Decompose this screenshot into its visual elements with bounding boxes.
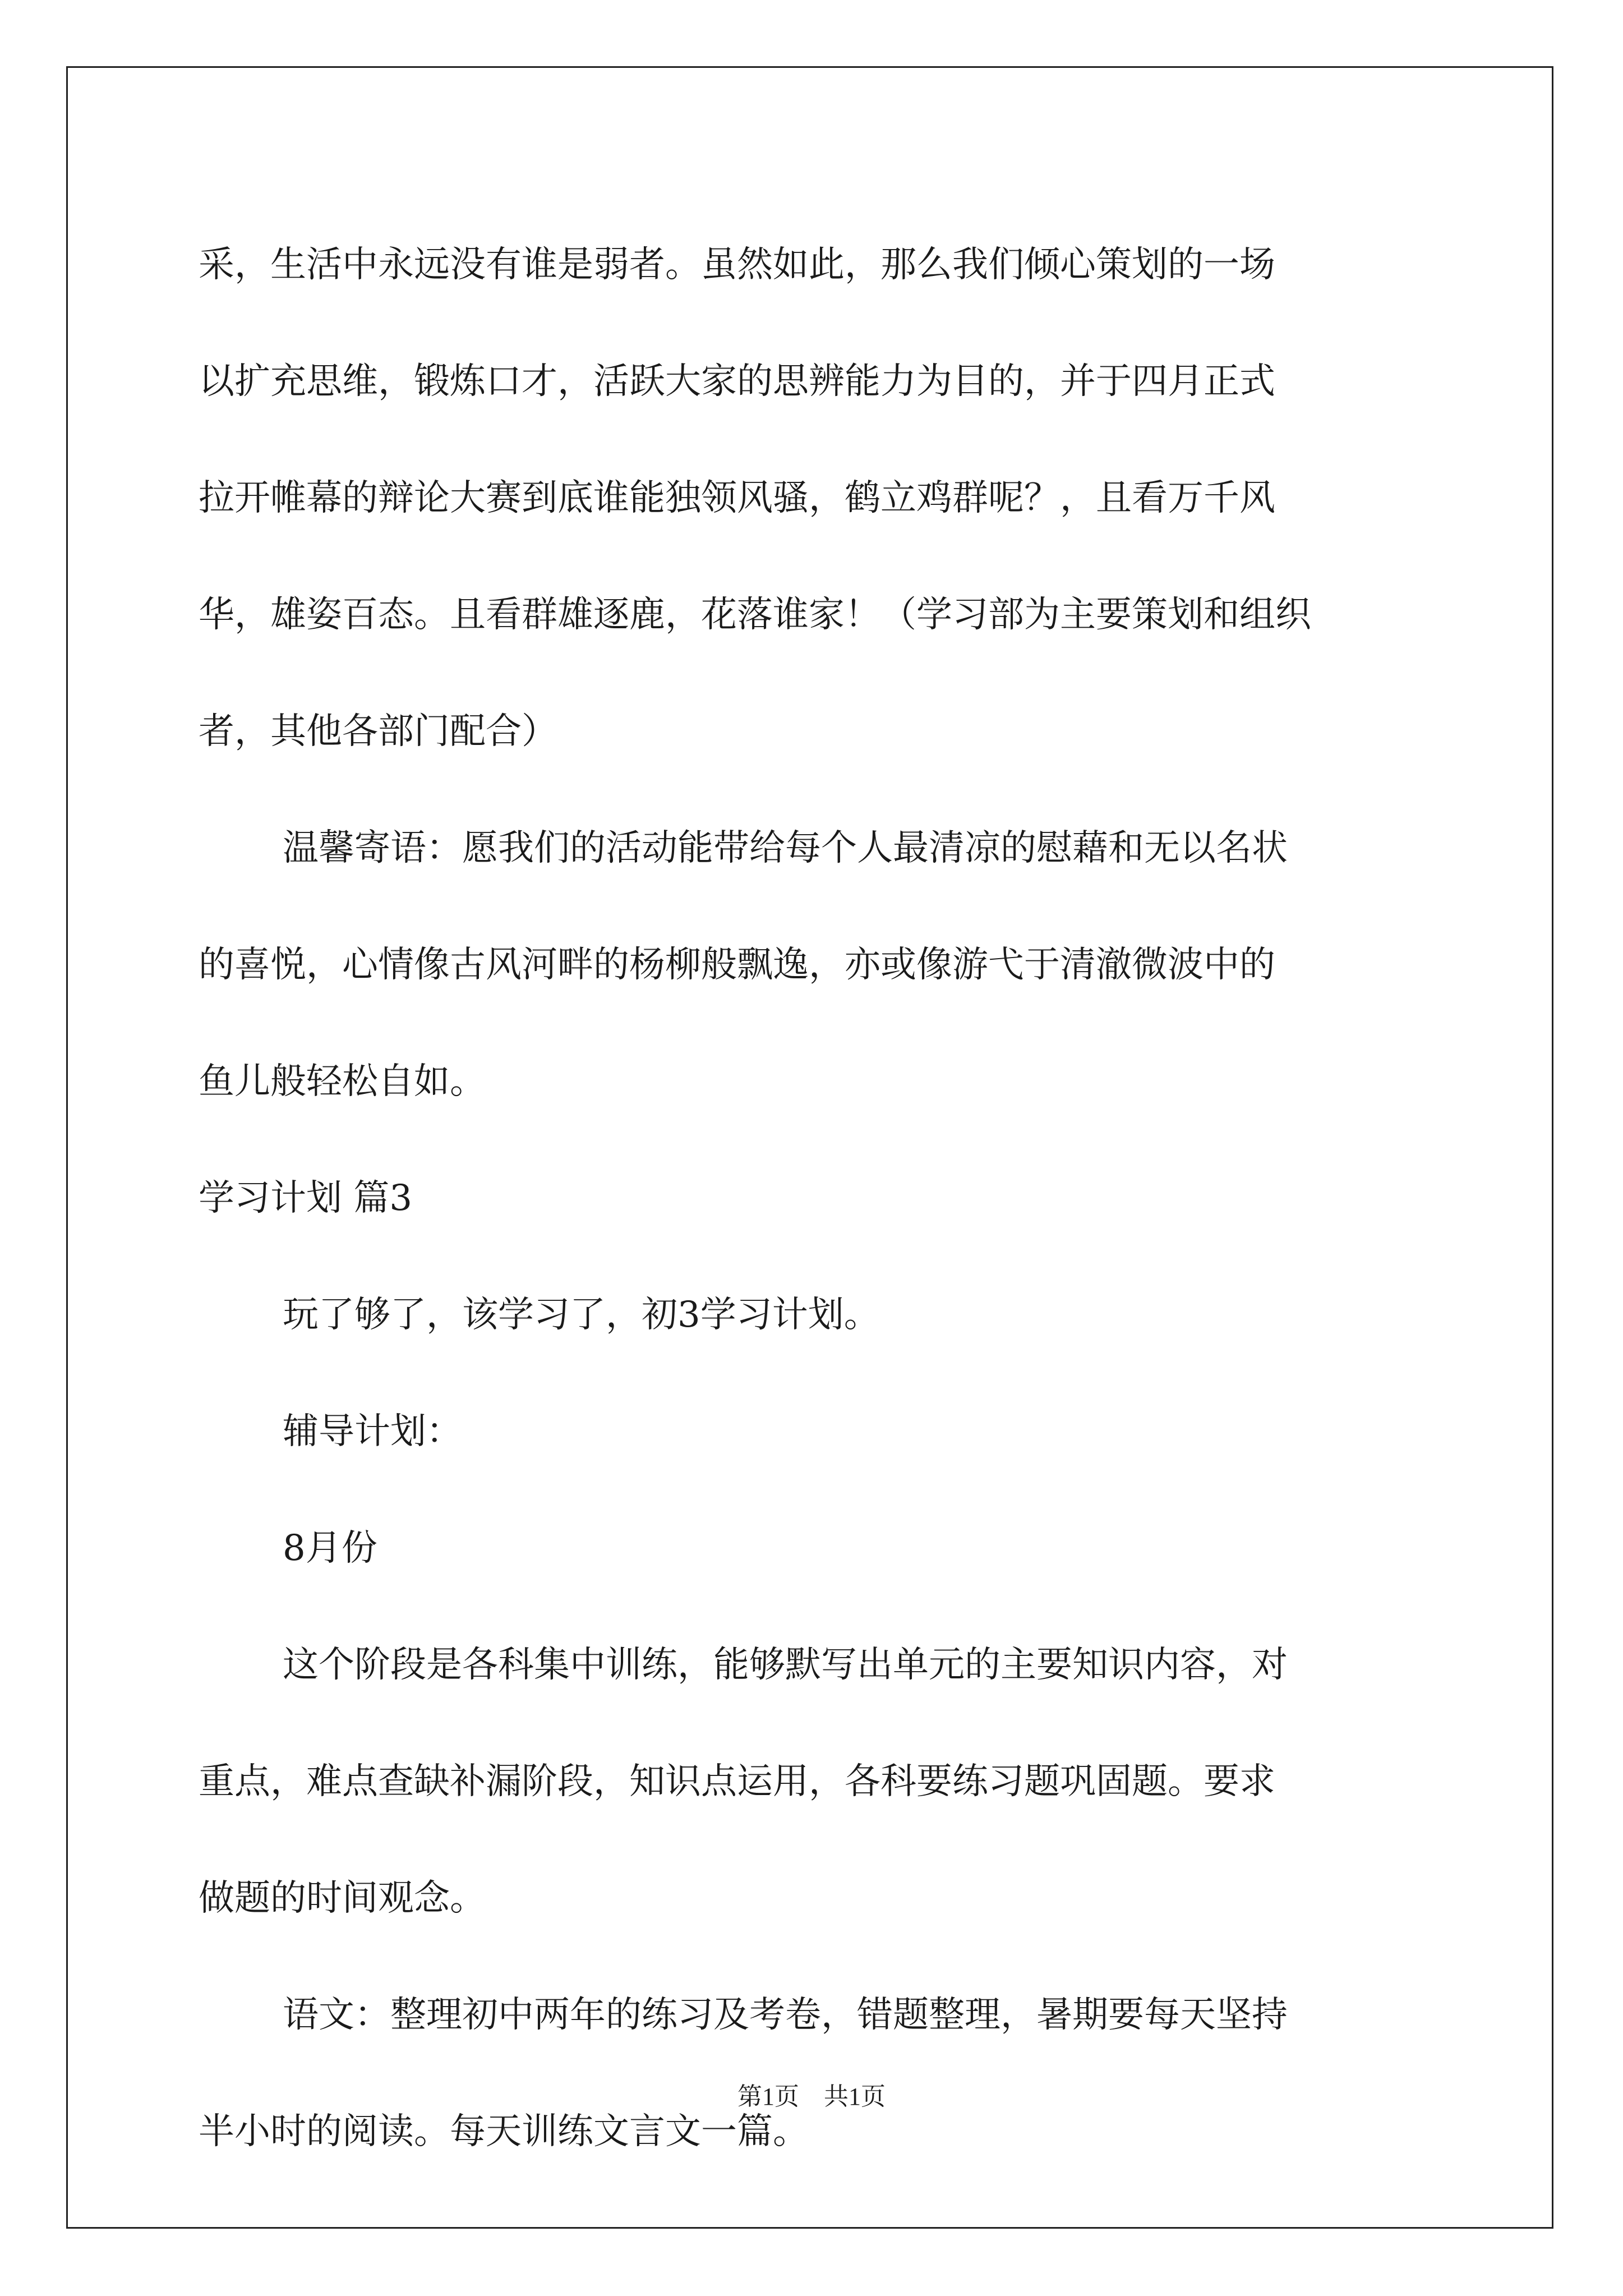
text-line: 8月份 [283,1527,377,1569]
section-heading: 学习计划 篇3 [199,1177,413,1219]
text-line: 的喜悦，心情像古风河畔的杨柳般飘逸，亦或像游弋于清澈微波中的 [199,944,1275,986]
text-line: 以扩充思维，锻炼口才，活跃大家的思辨能力为目的，并于四月正式 [199,361,1275,402]
text-line: 辅导计划： [283,1411,462,1452]
text-line: 玩了够了，该学习了，初3学习计划。 [283,1294,880,1336]
text-line: 拉开帷幕的辩论大赛到底谁能独领风骚，鹤立鸡群呢？，且看万千风 [199,477,1275,519]
text-line: 鱼儿般轻松自如。 [199,1061,486,1102]
text-line: 半小时的阅读。每天训练文言文一篇。 [199,2111,809,2152]
text-line: 华，雄姿百态。且看群雄逐鹿，花落谁家！（学习部为主要策划和组织 [199,594,1311,636]
text-line: 者，其他各部门配合） [199,711,557,752]
page-number-footer: 第1页 共1页 [737,2083,886,2110]
text-line: 做题的时间观念。 [199,1878,486,1919]
text-line: 采，生活中永远没有谁是弱者。虽然如此，那么我们倾心策划的一场 [199,244,1275,286]
text-line: 这个阶段是各科集中训练，能够默写出单元的主要知识内容，对 [283,1644,1288,1686]
text-line: 温馨寄语：愿我们的活动能带给每个人最清凉的慰藉和无以名状 [283,827,1288,869]
text-line: 重点，难点查缺补漏阶段，知识点运用，各科要练习题巩固题。要求 [199,1761,1275,1802]
text-line: 语文：整理初中两年的练习及考卷，错题整理，暑期要每天坚持 [283,1994,1288,2036]
document-body [199,206,1424,2190]
